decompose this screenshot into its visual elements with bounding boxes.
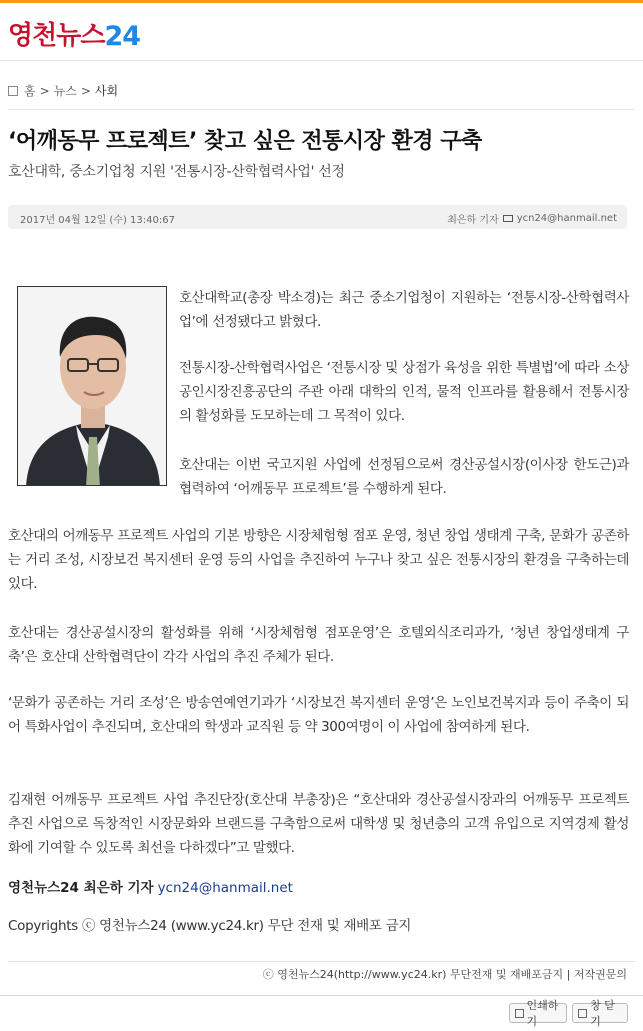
- home-icon: [8, 86, 18, 96]
- top-accent-bar: [0, 0, 643, 3]
- article-copyright: Copyrights ⓒ 영천뉴스24 (www.yc24.kr) 무단 전재 및 재배포 금지: [8, 918, 412, 934]
- reporter-name: 최은하 기자: [447, 215, 499, 226]
- mail-icon: [503, 215, 513, 222]
- reporter-email[interactable]: ycn24@hanmail.net: [516, 213, 617, 224]
- breadcrumb: [8, 82, 118, 99]
- person-portrait-image: [18, 287, 167, 486]
- breadcrumb-section[interactable]: 뉴스: [53, 84, 77, 98]
- site-logo[interactable]: [8, 18, 140, 52]
- logo-text: 영천뉴스: [8, 21, 105, 51]
- close-label: 창 닫기: [590, 999, 615, 1028]
- footer-divider: [8, 961, 635, 962]
- close-window-button[interactable]: [572, 999, 628, 1028]
- footer-copyright[interactable]: ⓒ 영천뉴스24(http://www.yc24.kr) 무단전재 및 재배포금지 | 저작권문의: [262, 968, 627, 981]
- article-paragraph: ‘문화가 공존하는 거리 조성’은 방송연예연기과가 ‘시장보건 복지센터 운영’은 노인보건복지과 등이 주축이 되어 특화사업이 추진되며, 호산대의 학생과 교직원 등 약 300여명이 이 사업에 참여하게 된다.: [8, 695, 629, 735]
- article-subtitle: 호산대학, 중소기업청 지원 '전통시장-산학협력사업' 선정: [8, 164, 345, 180]
- reporter-photo: [17, 286, 167, 486]
- article-paragraph: 전통시장-산학협력사업은 ‘전통시장 및 상점가 육성을 위한 특별법’에 따라 소상공인시장진흥공단의 주관 아래 대학의 인적, 물적 인프라를 활용해서 전통시장의 활성화를 도모하는데 그 목적이 있다.: [179, 360, 629, 424]
- article-paragraph: 호산대는 이번 국고지원 사업에 선정됨으로써 경산공설시장(이사장 한도근)과 협력하여 ‘어깨동무 프로젝트’를 수행하게 된다.: [179, 457, 629, 497]
- print-label: 인쇄하기: [526, 999, 559, 1028]
- article-paragraph: 김재현 어깨동무 프로젝트 사업 추진단장(호산대 부총장)은 “호산대와 경산공설시장과의 어깨동무 프로젝트 추진 사업으로 독창적인 시장문화와 브랜드를 구축함으로써 대학생 및 청년층의 고객 유입으로 지역경제 활성화에 기여할 수 있도록 최선을 다하겠다”고 말했다.: [8, 792, 629, 856]
- signature-email[interactable]: ycn24@hanmail.net: [157, 880, 293, 896]
- breadcrumb-separator: >: [39, 83, 50, 98]
- article-title: ‘어깨동무 프로젝트’ 찾고 싶은 전통시장 환경 구축: [8, 129, 482, 154]
- article-meta-bar: [8, 205, 627, 229]
- article-date: 2017년 04월 12일 (수) 13:40:67: [20, 215, 175, 226]
- signature-text: 영천뉴스24 최은하 기자: [8, 880, 154, 896]
- header-divider: [0, 60, 643, 61]
- breadcrumb-current[interactable]: 사회: [94, 84, 119, 98]
- breadcrumb-separator: >: [80, 83, 91, 98]
- footer-bottom-divider: [0, 995, 643, 996]
- article-signature: [8, 876, 293, 896]
- close-window-icon: [578, 1009, 587, 1018]
- article-paragraph: 호산대는 경산공설시장의 활성화를 위해 ‘시장체험형 점포운영’은 호텔외식조리과가, ‘청년 창업생태계 구축’은 호산대 산학협력단이 각각 사업의 추진 주체가 된다.: [8, 625, 629, 665]
- breadcrumb-divider: [8, 109, 635, 110]
- print-button[interactable]: [509, 999, 567, 1028]
- article-paragraph: 호산대학교(총장 박소경)는 최근 중소기업청이 지원하는 ‘전통시장-산학협력사업’에 선정됐다고 밝혔다.: [179, 290, 629, 330]
- logo-number: 24: [104, 21, 141, 52]
- article-paragraph: 호산대의 어깨동무 프로젝트 사업의 기본 방향은 시장체험형 점포 운영, 청년 창업 생태계 구축, 문화가 공존하는 거리 조성, 시장보건 복지센터 운영 등의 사업을 추진하여 누구나 찾고 싶은 전통시장의 환경을 구축하는데 있다.: [8, 528, 629, 592]
- printer-icon: [515, 1009, 524, 1018]
- breadcrumb-home[interactable]: 홈: [24, 84, 36, 98]
